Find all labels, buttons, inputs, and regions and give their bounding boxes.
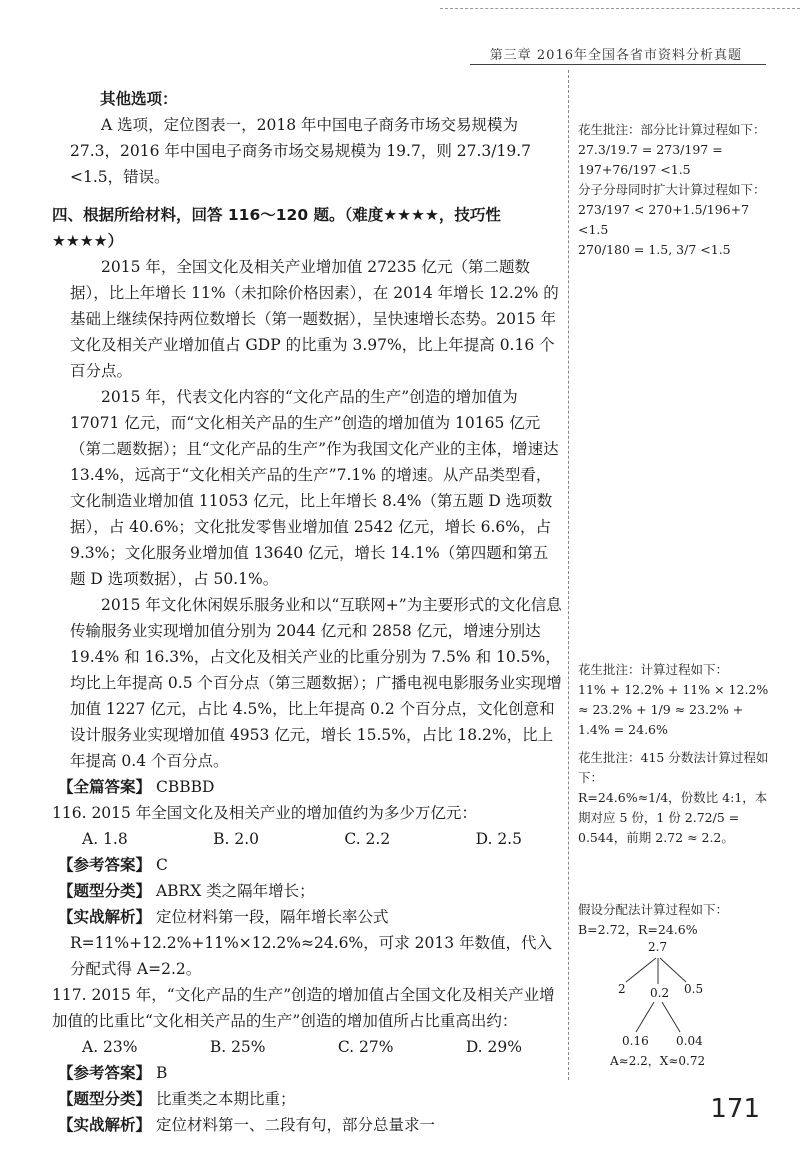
split-diagram-lines (596, 940, 756, 1070)
side-note-3 (578, 748, 778, 848)
split-diagram (596, 940, 756, 1070)
q117-option-b: B. 25% (209, 1038, 266, 1056)
section-title: 四、根据所给材料，回答 116～120 题。（难度★★★★，技巧性★★★★） (52, 206, 501, 250)
all-answer-line (58, 774, 562, 800)
diagram-bottom-right: 0.04 (676, 1034, 703, 1048)
q116-option-d: D. 2.5 (475, 830, 522, 848)
side-note-2-calc: 11% + 12.2% + 11% × 12.2% ≈ 23.2% + 1/9 ≈ 23.2% + 1.4% = 24.6% (578, 682, 769, 737)
ref-answer-label-2: 【参考答案】 (58, 1064, 152, 1082)
q117-type-line (58, 1086, 562, 1112)
type-label-2: 【题型分类】 (58, 1090, 152, 1108)
q117-option-c: C. 27% (337, 1038, 394, 1056)
diagram-top: 2.7 (648, 940, 668, 954)
q116-solution: 定位材料第一段，隔年增长率公式 R=11%+12.2%+11%×12.2%≈24.6%，可求 2013 年数值，代入分配式得 A=2.2。 (70, 908, 553, 978)
other-options-title: 其他选项： (100, 90, 178, 108)
q117-option-a: A. 23% (82, 1038, 138, 1056)
q117-options (70, 1034, 562, 1060)
diagram-left: 2 (618, 982, 626, 996)
solution-label: 【实战解析】 (58, 908, 152, 926)
q116-option-a: A. 1.8 (82, 830, 128, 848)
side-note-4 (578, 900, 778, 940)
side-note-1-sub: 分子分母同时扩大计算过程如下： (578, 182, 766, 197)
side-note-4-title: 假设分配法计算过程如下： (578, 902, 729, 917)
side-note-1 (578, 120, 778, 260)
top-dash-line (440, 8, 800, 9)
spacer (70, 190, 562, 202)
q116-type: ABRX 类之隔年增长； (155, 882, 315, 900)
q116-type-line (58, 878, 562, 904)
q116-answer: C (155, 856, 168, 874)
paragraph-3: 2015 年文化休闲娱乐服务业和以“互联网+”为主要形式的文化信息传输服务业实现增加值分别为 2044 亿元和 2858 亿元，增速分别达 19.4% 和 16.3%，占文化及相关产业的比重分别为 7.5% 和 10.5%，均比上年提高 0.5 个百分点（第三题数据）；广播电视电影服务业实现增加值 1227 亿元，占比 4.5%，比上年提高 0.2 个百分点，文化创意和设计服务业实现增加值 4953 亿元，增长 15.5%，占比 18.2%，比上年提高 0.4 个百分点。 (70, 596, 562, 770)
question-117: 117. 2015 年，“文化产品的生产”创造的增加值占全国文化及相关产业增加值的比重比“文化相关产品的生产”创造的增加值所占比重高出约： (52, 986, 555, 1030)
paragraph-1: 2015 年，全国文化及相关产业增加值 27235 亿元（第二题数据），比上年增长 11%（未扣除价格因素），在 2014 年增长 12.2% 的基础上继续保持两位数增长（第一题数据），呈快速增长态势。2015 年文化及相关产业增加值占 GDP 的比重为 3.97%，比上年提高 0.16 个百分点。 (70, 258, 559, 380)
q117-option-d: D. 29% (465, 1038, 522, 1056)
q116-answer-line (58, 852, 562, 878)
side-note-2 (578, 660, 778, 740)
diagram-mid: 0.2 (650, 986, 670, 1000)
page-number: 171 (710, 1094, 760, 1124)
solution-label-2: 【实战解析】 (58, 1116, 152, 1134)
side-note-1-calc: 27.3/19.7 = 273/197 = 197+76/197 <1.5 (578, 142, 723, 177)
main-column (52, 86, 562, 1138)
diagram-bottom-left: 0.16 (622, 1034, 649, 1048)
type-label: 【题型分类】 (58, 882, 152, 900)
side-note-3-title: 花生批注：415 分数法计算过程如下： (578, 750, 769, 785)
q116-option-c: C. 2.2 (344, 830, 391, 848)
diagram-right: 0.5 (684, 982, 704, 996)
q117-solution: 定位材料第一、二段有句，部分总量求一 (155, 1116, 435, 1134)
q117-solution-line (58, 1112, 562, 1138)
paragraph-2: 2015 年，代表文化内容的“文化产品的生产”创造的增加值为 17071 亿元，而“文化相关产品的生产”创造的增加值为 10165 亿元（第二题数据）；且“文化产品的生产”作为我国文化产业的主体，增速达 13.4%，远高于“文化相关产品的生产”7.1% 的增速。从产品类型看，文化制造业增加值 11053 亿元，比上年增长 8.4%（第五题 D 选项数据），占 40.6%；文化批发零售业增加值 2542 亿元，增长 6.6%，占 9.3%；文化服务业增加值 13640 亿元，增长 14.1%（第四题和第五题 D 选项数据），占 50.1%。 (70, 388, 559, 588)
side-note-1-title: 花生批注：部分比计算过程如下： (578, 122, 766, 137)
side-note-2-title: 花生批注：计算过程如下： (578, 662, 729, 677)
q116-option-b: B. 2.0 (213, 830, 259, 848)
all-answer: CBBBD (155, 778, 215, 796)
ref-answer-label: 【参考答案】 (58, 856, 152, 874)
all-answer-label: 【全篇答案】 (58, 778, 152, 796)
running-header: 第三章 2016年全国各省市资料分析真题 (489, 48, 742, 63)
side-note-3-calc: R=24.6%≈1/4，份数比 4:1，本期对应 5 份，1 份 2.72/5 = 0.544，前期 2.72 ≈ 2.2。 (578, 790, 768, 845)
question-116: 116. 2015 年全国文化及相关产业的增加值约为多少万亿元： (52, 804, 477, 822)
side-note-1-calc3: 270/180 = 1.5, 3/7 <1.5 (578, 242, 731, 257)
side-note-1-calc2: 273/197 < 270+1.5/196+7 <1.5 (578, 202, 750, 237)
q116-options (70, 826, 562, 852)
q116-solution-line (58, 904, 562, 982)
margin-rule (568, 70, 569, 1080)
header-rule (470, 64, 766, 65)
other-options-body: A 选项，定位图表一，2018 年中国电子商务市场交易规模为 27.3，2016 年中国电子商务市场交易规模为 19.7，则 27.3/19.7 <1.5，错误。 (70, 116, 531, 186)
diagram-result: A≈2.2，X≈0.72 (610, 1054, 706, 1068)
side-note-4-given: B=2.72，R=24.6% (578, 922, 698, 937)
q117-answer-line (58, 1060, 562, 1086)
q117-type: 比重类之本期比重； (155, 1090, 296, 1108)
q117-answer: B (155, 1064, 168, 1082)
